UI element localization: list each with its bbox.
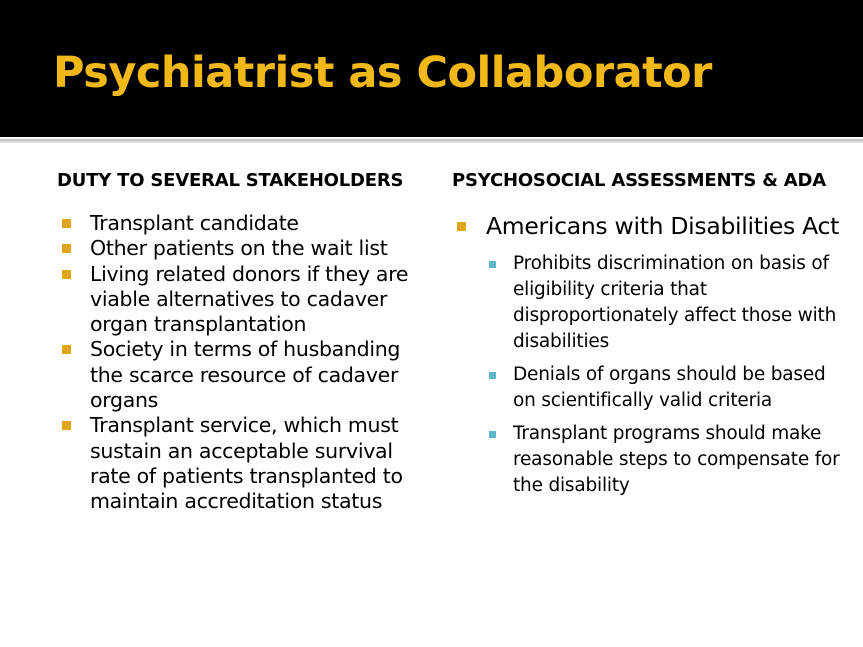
square-bullet-icon <box>457 222 466 231</box>
square-bullet-icon <box>62 270 71 279</box>
title-bar <box>0 0 863 137</box>
square-bullet-icon <box>62 421 71 430</box>
sub-list-item <box>486 421 847 499</box>
list-item-text: Transplant service, which must sustain an acceptable survival rate of patients transplanted to maintain accreditation status <box>90 413 403 514</box>
square-bullet-icon <box>62 219 71 228</box>
small-square-bullet-icon <box>489 372 496 379</box>
list-item-text: Society in terms of husbanding the scarce resource of cadaver organs <box>90 337 401 413</box>
sub-list-item-text: Denials of organs should be based on scientifically valid criteria <box>513 364 826 411</box>
list-item-text: Living related donors if they are viable alternatives to cadaver organ transplantation <box>90 261 409 337</box>
list-item <box>57 236 427 261</box>
title-divider <box>0 139 863 143</box>
left-bullet-list <box>57 211 427 515</box>
sub-list-item-text: Transplant programs should make reasonable steps to compensate for the disability <box>513 423 840 496</box>
list-item <box>452 211 847 499</box>
list-item <box>57 413 427 514</box>
right-column <box>452 168 847 506</box>
slide-title: Psychiatrist as Collaborator <box>53 48 712 98</box>
list-item <box>57 262 427 338</box>
list-item-text: Americans with Disabilities Act <box>486 212 840 240</box>
square-bullet-icon <box>62 345 71 354</box>
right-bullet-list <box>452 211 847 499</box>
small-square-bullet-icon <box>489 261 496 268</box>
sub-list-item-text: Prohibits discrimination on basis of eligibility criteria that disproportionately affect those with disabilities <box>513 253 837 352</box>
left-column <box>57 168 427 515</box>
small-square-bullet-icon <box>489 431 496 438</box>
square-bullet-icon <box>62 244 71 253</box>
left-heading: DUTY TO SEVERAL STAKEHOLDERS <box>57 170 404 191</box>
right-heading: PSYCHOSOCIAL ASSESSMENTS & ADA <box>452 170 826 191</box>
sub-list-item <box>486 251 847 355</box>
sub-list-item <box>486 362 847 414</box>
list-item <box>57 337 427 413</box>
list-item-text: Other patients on the wait list <box>90 236 388 261</box>
list-item-text: Transplant candidate <box>90 211 299 235</box>
list-item <box>57 211 427 236</box>
sub-bullet-list <box>486 251 847 499</box>
